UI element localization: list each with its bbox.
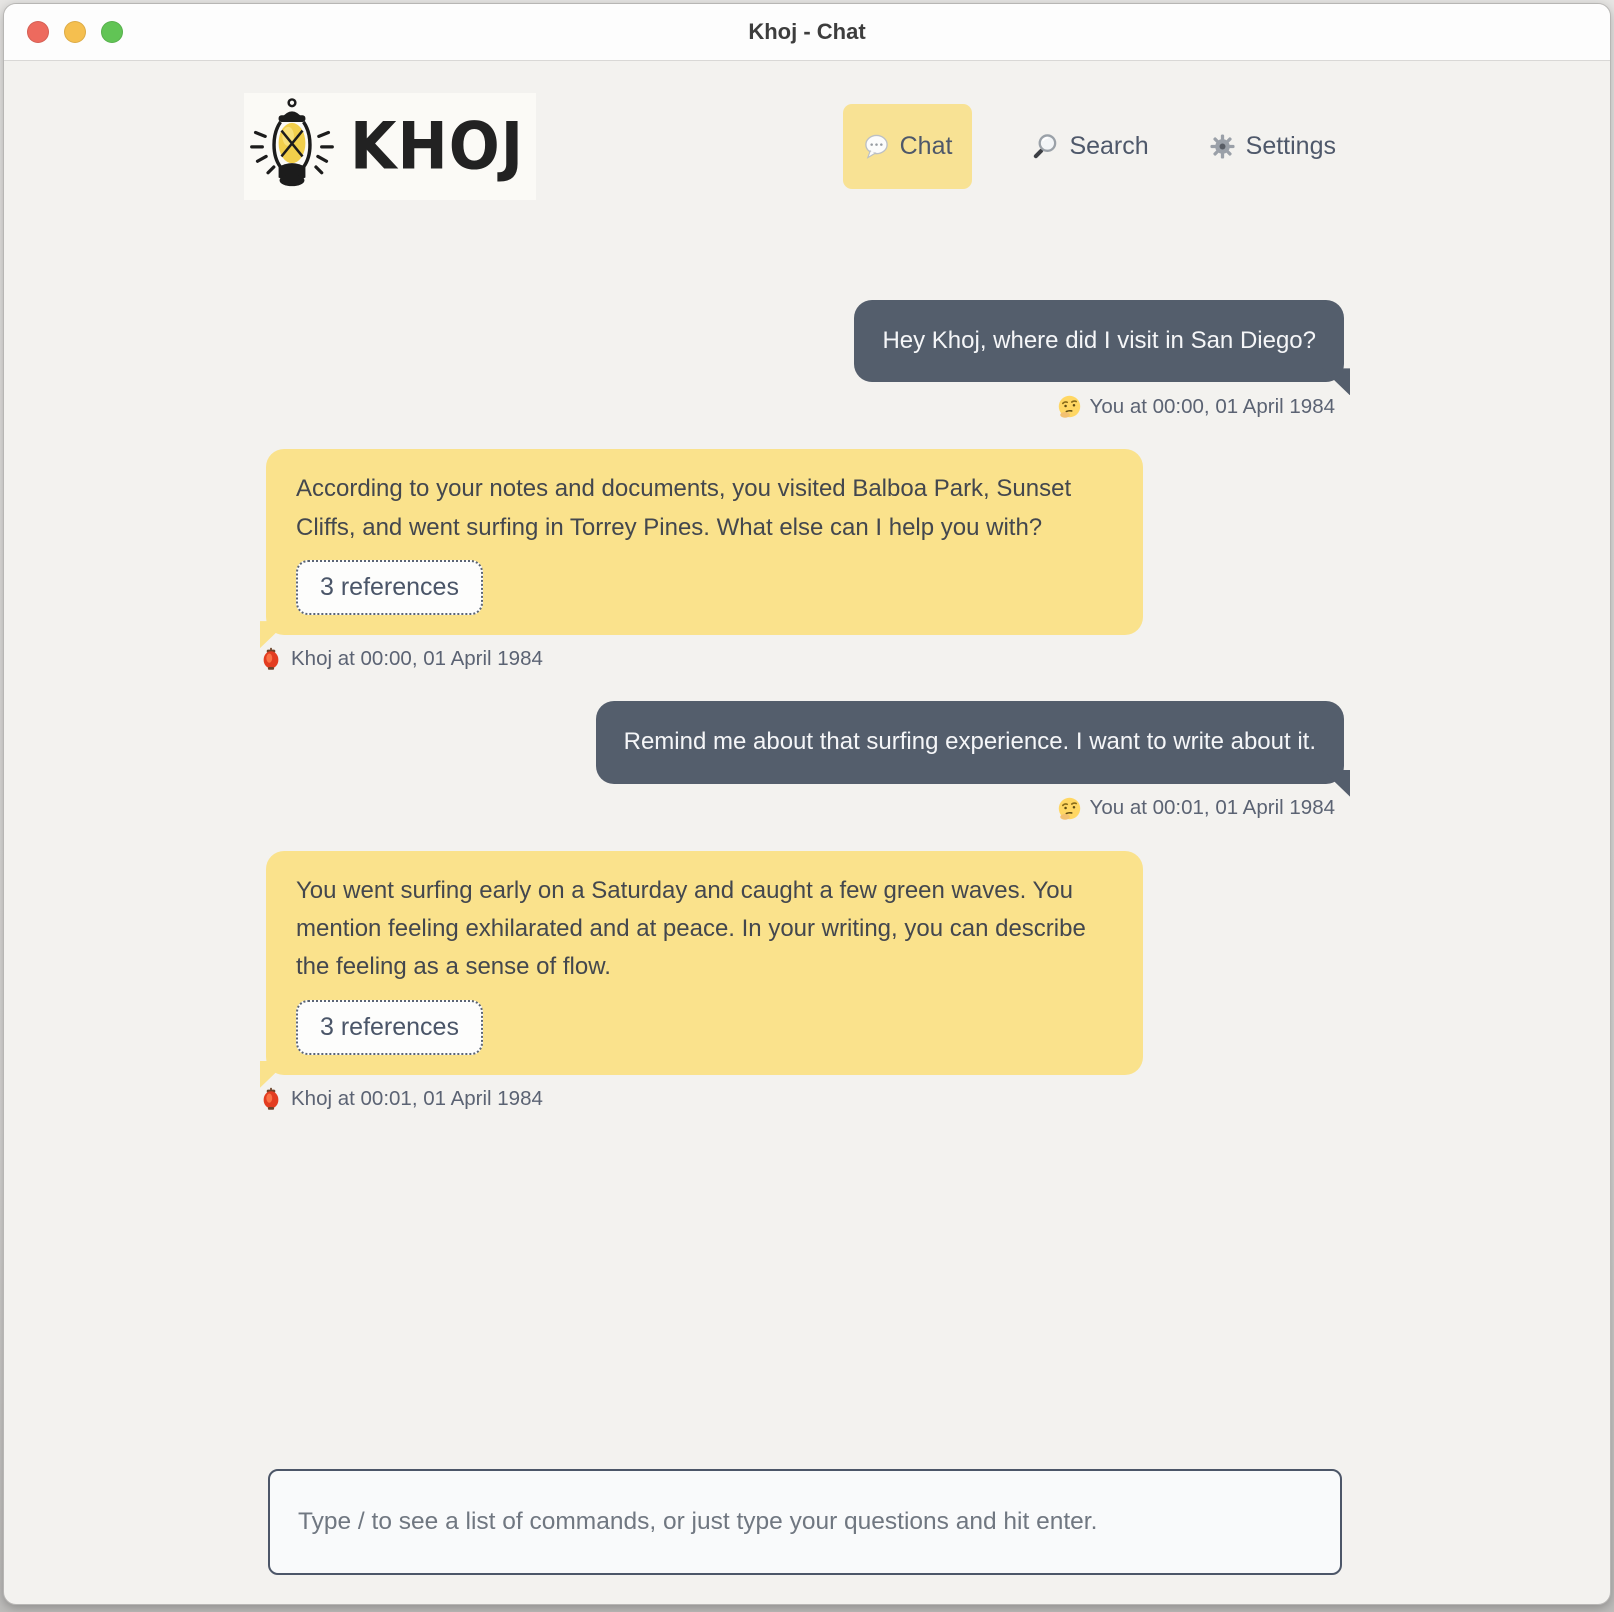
khoj-logo xyxy=(244,93,536,200)
references-button[interactable]: 3 references xyxy=(296,1000,483,1055)
app-content xyxy=(4,61,1610,1604)
app-window xyxy=(3,3,1611,1605)
message-meta xyxy=(259,1087,543,1111)
titlebar xyxy=(4,4,1610,61)
header xyxy=(4,93,1610,200)
message-timestamp: Khoj at 00:00, 01 April 1984 xyxy=(291,647,543,671)
red-lantern-icon xyxy=(259,1087,283,1111)
chat-input-row xyxy=(4,1469,1610,1575)
message-timestamp: You at 00:01, 01 April 1984 xyxy=(1089,796,1335,820)
tab-search-label: Search xyxy=(1069,132,1149,160)
khoj-message-bubble: You went surfing early on a Saturday and caught a few green waves. You mention feeling exhilarated and at peace. In your writing, you can describe the feeling as a sense of flow. 3 references xyxy=(266,851,1143,1075)
message-group xyxy=(266,449,1344,671)
message-meta xyxy=(259,647,543,671)
gear-icon xyxy=(1209,133,1236,160)
window-title: Khoj - Chat xyxy=(748,19,866,44)
user-message-bubble: Remind me about that surfing experience. I want to write about it. xyxy=(596,701,1344,783)
tab-chat-label: Chat xyxy=(899,132,953,160)
message-meta xyxy=(1057,796,1335,821)
thinking-face-icon xyxy=(1057,394,1082,419)
speech-balloon-icon xyxy=(863,133,890,160)
tab-settings-label: Settings xyxy=(1245,132,1336,160)
chat-messages xyxy=(4,200,1610,1469)
close-window-button[interactable] xyxy=(27,21,49,43)
message-group xyxy=(266,701,1344,820)
message-timestamp: You at 00:00, 01 April 1984 xyxy=(1089,394,1335,418)
red-lantern-icon xyxy=(259,647,283,671)
message-group xyxy=(266,851,1344,1111)
tab-settings[interactable] xyxy=(1209,132,1336,161)
minimize-window-button[interactable] xyxy=(64,21,86,43)
window-controls xyxy=(27,4,123,60)
tab-search[interactable] xyxy=(1032,132,1148,161)
references-button[interactable]: 3 references xyxy=(296,560,483,615)
message-timestamp: Khoj at 00:01, 01 April 1984 xyxy=(291,1086,543,1110)
zoom-window-button[interactable] xyxy=(101,21,123,43)
magnifier-icon xyxy=(1032,133,1059,160)
lantern-logo-icon xyxy=(246,95,338,198)
thinking-face-icon xyxy=(1057,796,1082,821)
khoj-message-bubble: According to your notes and documents, you visited Balboa Park, Sunset Cliffs, and went surfing in Torrey Pines. What else can I help you with? 3 references xyxy=(266,449,1143,635)
brand-name: KHOJ xyxy=(350,108,525,185)
chat-input[interactable] xyxy=(268,1469,1342,1575)
user-message-bubble: Hey Khoj, where did I visit in San Diego? xyxy=(854,300,1344,382)
message-meta xyxy=(1057,394,1335,419)
nav xyxy=(843,104,1336,189)
message-group xyxy=(266,300,1344,419)
tab-chat[interactable] xyxy=(843,104,973,189)
